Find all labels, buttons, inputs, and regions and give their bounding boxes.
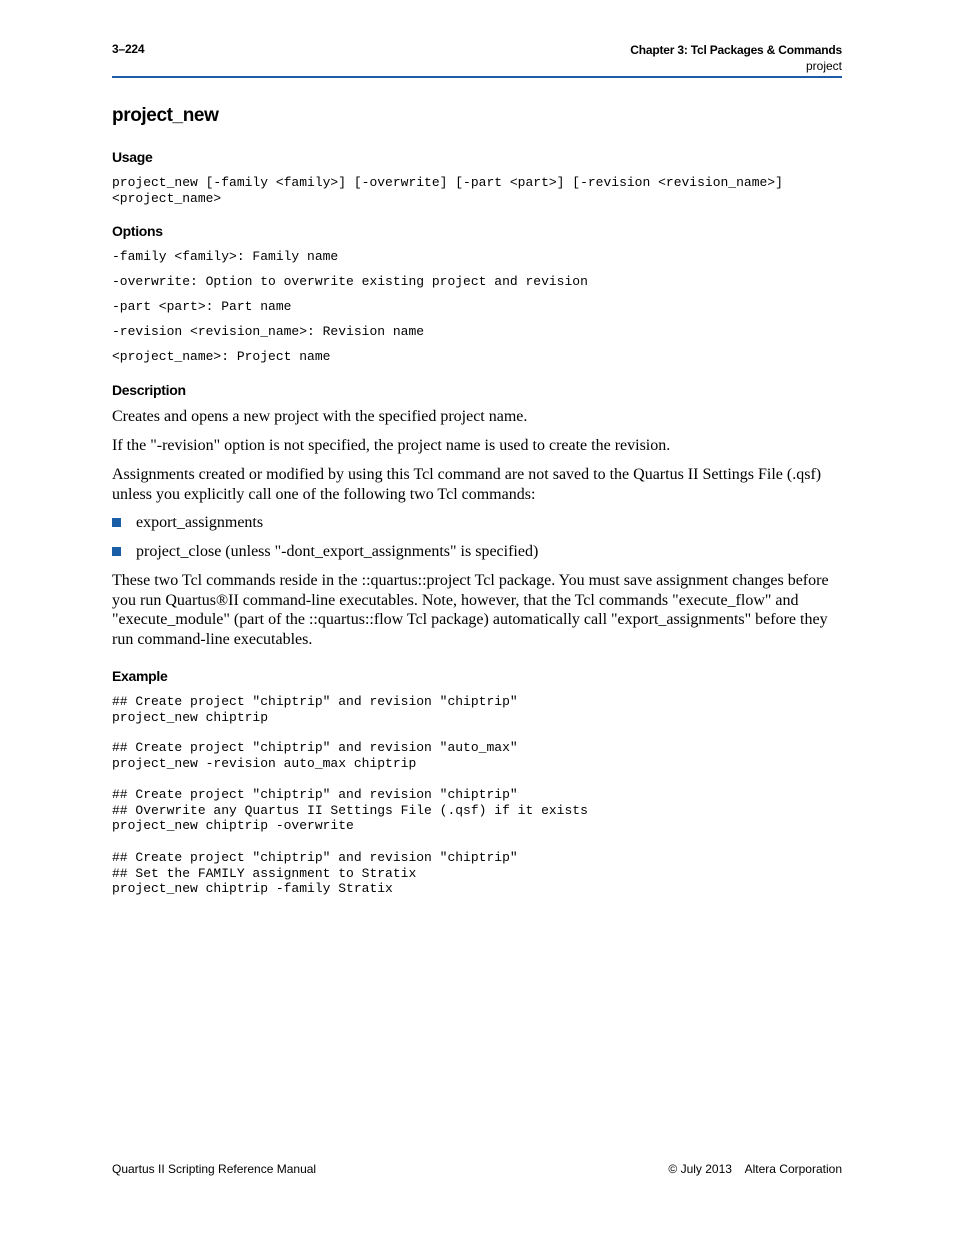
option-part: -part <part>: Part name <box>112 299 292 314</box>
option-family: -family <family>: Family name <box>112 249 339 264</box>
example-code-block: ## Create project "chiptrip" and revision "auto_max" project_new -revision auto_max chiptrip <box>112 740 518 771</box>
chapter-title: Chapter 3: Tcl Packages & Commands <box>630 43 842 57</box>
footer-copyright: © July 2013 Altera Corporation <box>668 1162 842 1176</box>
option-revision: -revision <revision_name>: Revision name <box>112 324 425 339</box>
example-code-block: ## Create project "chiptrip" and revision "chiptrip" ## Set the FAMILY assignment to Stratix project_new chiptrip -family Stratix <box>112 850 518 897</box>
example-heading: Example <box>112 668 168 684</box>
example-code-block: ## Create project "chiptrip" and revision "chiptrip" ## Overwrite any Quartus II Settings File (.qsf) if it exists project_new chiptrip -overwrite <box>112 787 588 834</box>
option-project-name: <project_name>: Project name <box>112 349 331 364</box>
running-header <box>630 42 842 74</box>
example-code-block: ## Create project "chiptrip" and revision "chiptrip" project_new chiptrip <box>112 694 518 725</box>
page-title: project_new <box>112 105 219 126</box>
bullet-square-icon <box>112 547 121 556</box>
description-closing-paragraph: These two Tcl commands reside in the ::quartus::project Tcl package. You must save assignment changes before you run Quartus®II command-line executables. Note, however, that the Tcl commands "execute_flow" and "execute_module" (part of the ::quartus::flow Tcl package) automatically call "export_assignments" before they run command-line executables. <box>112 572 829 648</box>
bullet-square-icon <box>112 518 121 527</box>
description-paragraph: Assignments created or modified by using this Tcl command are not saved to the Quartus II Settings File (.qsf) unless you explicitly call one of the following two Tcl commands: <box>112 466 822 503</box>
description-paragraph: Creates and opens a new project with the specified project name. <box>112 408 528 425</box>
option-overwrite: -overwrite: Option to overwrite existing project and revision <box>112 274 588 289</box>
options-heading: Options <box>112 223 163 239</box>
list-item-text: project_close (unless "-dont_export_assignments" is specified) <box>136 543 539 560</box>
usage-heading: Usage <box>112 149 153 165</box>
footer-manual-title: Quartus II Scripting Reference Manual <box>112 1162 317 1176</box>
list-item-text: export_assignments <box>136 514 264 531</box>
description-heading: Description <box>112 382 186 398</box>
page-number: 3–224 <box>112 42 145 56</box>
description-paragraph: If the "-revision" option is not specified, the project name is used to create the revision. <box>112 437 671 454</box>
section-name: project <box>805 59 842 73</box>
usage-code: project_new [-family <family>] [-overwrite] [-part <part>] [-revision <revision_name>] <project_name> <box>112 175 783 206</box>
header-rule <box>112 76 842 78</box>
